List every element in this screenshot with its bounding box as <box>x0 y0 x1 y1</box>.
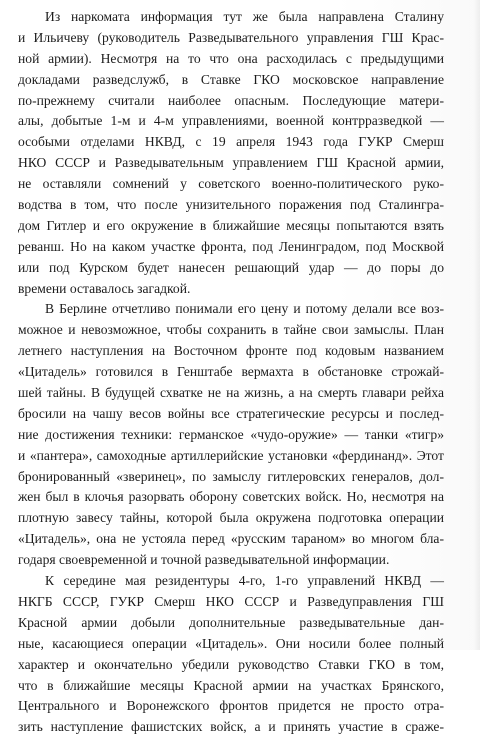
text-line: что в ближайшие месяцы Красной армии на участках Брянского, <box>18 677 444 693</box>
text-line: особыми отделами НКВД, с 19 апреля 1943 года ГУКР Смерш <box>18 134 444 150</box>
text-line: по-прежнему считали наиболее опасным. Последующие матери- <box>18 92 444 108</box>
text-line: зить наступление фашистских войск, а и принять участие в сраже- <box>18 719 444 735</box>
text-line: летнего наступления на Восточном фронте под кодовым названием <box>18 343 444 359</box>
text-line: жен был в клочья разорвать оборону советских войск. Но, несмотря на <box>18 489 444 505</box>
text-line: «Цитадель» готовился в Генштабе вермахта в обстановке строжай- <box>18 364 444 380</box>
text-line: времени оставалось загадкой. <box>18 280 191 296</box>
text-line: Центрального и Воронежского фронтов придется не просто отра- <box>18 698 444 714</box>
page-edge-shadow <box>474 0 480 650</box>
text-line: ные, касающиеся операции «Цитадель». Они носили более полный <box>18 635 444 651</box>
text-line: и «пантера», самоходные артиллерийские установки «фердинанд». Этот <box>18 447 444 463</box>
text-line: Красной армии добыли дополнительные разведывательные дан- <box>18 614 444 630</box>
text-line: можное и невозможное, чтобы сохранить в тайне свои замыслы. План <box>18 322 444 338</box>
text-line: алы, добытые 1-м и 4-м управлениями, военной контрразведкой — <box>18 113 444 129</box>
text-line: дом Гитлер и его окружение в ближайшие месяцы попытаются взять <box>18 217 444 233</box>
text-line: реванш. Но на каком участке фронта, под Ленинградом, под Москвой <box>18 238 444 254</box>
text-line: плотную завесу тайны, которой была окружена подготовка операции <box>18 510 444 526</box>
text-line: годаря своевременной и точной разведывательной информации. <box>18 552 390 568</box>
text-line: К середине мая резидентуры 4-го, 1-го управлений НКВД — <box>45 573 444 589</box>
text-line: ние достижения техники: германское «чудо-оружие» — танки «тигр» <box>18 426 444 442</box>
text-line: НКО СССР и Разведывательным управлением ГШ Красной армии, <box>18 155 444 171</box>
text-line: ной армии). Несмотря на то что она расходилась с предыдущими <box>18 50 444 66</box>
text-line: или под Курском будет нанесен решающий удар — до поры до <box>18 259 444 275</box>
text-line: НКГБ СССР, ГУКР Смерш НКО СССР и Разведуправления ГШ <box>18 593 444 609</box>
text-line: водства в том, что после унизительного поражения под Сталингра- <box>18 197 444 213</box>
text-line: бросили на чашу весов войны все стратегические ресурсы и послед- <box>18 405 444 421</box>
text-line: характер и окончательно убедили руководство Ставки ГКО в том, <box>18 656 444 672</box>
text-line: не оставляли сомнений у советского военно-политического руко- <box>18 176 444 192</box>
text-line: и Ильичеву (руководитель Разведывательного управления ГШ Крас- <box>18 29 444 45</box>
text-line: В Берлине отчетливо понимали его цену и потому делали все воз- <box>45 301 444 317</box>
text-line: «Цитадель», она не устояла перед «русским тараном» во многом бла- <box>18 531 444 547</box>
page-text <box>18 7 444 738</box>
text-line: докладами разведслужб, в Ставке ГКО московское направление <box>18 71 444 87</box>
text-line: шей тайны. В будущей схватке не на жизнь, а на смерть главари рейха <box>18 385 444 401</box>
text-line: бронированный «зверинец», по замыслу гитлеровских генералов, дол- <box>18 468 444 484</box>
text-line: Из наркомата информация тут же была направлена Сталину <box>45 9 444 24</box>
